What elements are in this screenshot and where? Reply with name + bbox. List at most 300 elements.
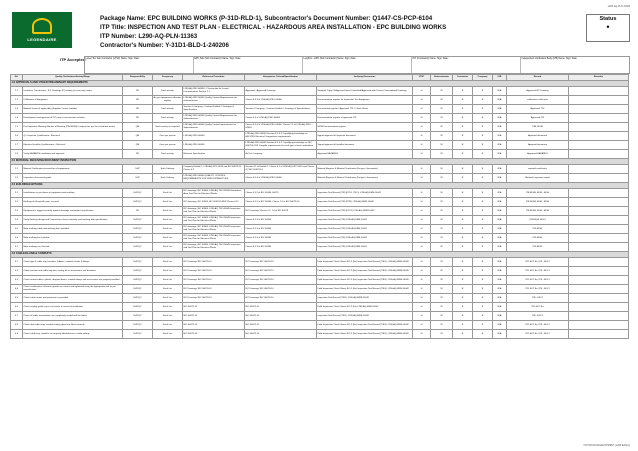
table-row bbox=[11, 198, 629, 207]
table-row bbox=[11, 330, 629, 339]
table-cell: 4.7 bbox=[11, 312, 23, 321]
table-cell: R bbox=[453, 96, 473, 105]
table-cell: Clause 5.5.2 of IEC 60364, 60079 bbox=[245, 189, 317, 198]
table-row bbox=[11, 141, 629, 150]
table-cell bbox=[569, 216, 629, 225]
table-cell: 1.6 bbox=[11, 132, 23, 141]
table-cell: N/A bbox=[493, 321, 507, 330]
table-cell: SUP/QC bbox=[123, 198, 153, 207]
table-cell bbox=[569, 330, 629, 339]
table-cell: W bbox=[431, 234, 453, 243]
table-cell: N/A bbox=[493, 198, 507, 207]
table-cell: Once per person bbox=[153, 141, 183, 150]
table-cell: W bbox=[431, 312, 453, 321]
table-cell: Section 4 Company - Contract Exhibit C Drawings & Specifications bbox=[183, 105, 245, 114]
table-cell: Approved IFC Drawing bbox=[507, 87, 569, 96]
table-cell: Each Delivery bbox=[153, 165, 183, 174]
table-cell: H bbox=[413, 234, 431, 243]
table-cell: Approved HAZARDS bbox=[317, 150, 413, 159]
table-cell: 1.8 bbox=[11, 150, 23, 159]
status-box bbox=[586, 14, 630, 42]
table-cell: R bbox=[473, 96, 493, 105]
table-cell: R bbox=[453, 165, 473, 174]
table-cell: R bbox=[473, 165, 493, 174]
company-logo bbox=[12, 12, 72, 48]
table-cell: PE bbox=[123, 105, 153, 114]
table-cell bbox=[569, 132, 629, 141]
table-cell: R bbox=[453, 321, 473, 330]
itp-accepted-label: ITP Accepted: bbox=[60, 57, 87, 62]
table-cell: W bbox=[431, 141, 453, 150]
table-cell: Once per person bbox=[153, 132, 183, 141]
table-cell: ITR: EC2 Ex, ITR - EFC1 bbox=[507, 276, 569, 285]
table-cell: SUP/QC bbox=[123, 330, 153, 339]
table-cell: QM bbox=[123, 132, 153, 141]
table-cell: IFC drawings, IEC 60364, IEC 60079-14/EN Clause 6.12 bbox=[183, 198, 245, 207]
table-cell: Verify HAZARDS installation and approval bbox=[23, 150, 123, 159]
table-cell: material certificates bbox=[507, 165, 569, 174]
section-title: 3.0 BUILDING/EARTHING bbox=[11, 183, 629, 189]
table-cell: 1.3 bbox=[11, 105, 23, 114]
table-cell: 1.7 bbox=[11, 141, 23, 150]
table-cell: Each Lot bbox=[153, 285, 183, 294]
table-cell: Each Lot bbox=[153, 294, 183, 303]
itp-number: ITP Number: L290-AQ-PLN-11363 bbox=[100, 33, 198, 40]
table-cell bbox=[569, 141, 629, 150]
table-cell: IFC Drawings/ IEC 60079-14 bbox=[245, 285, 317, 294]
table-cell: H bbox=[413, 294, 431, 303]
table-cell: Check certifications of barrier glands are correct and tightened using the appropriate tool as per manufacturer bbox=[23, 285, 123, 294]
table-cell: W bbox=[431, 267, 453, 276]
table-cell: SUP/QC bbox=[123, 285, 153, 294]
table-cell bbox=[569, 198, 629, 207]
table-cell: W bbox=[431, 174, 453, 183]
table-cell: R bbox=[453, 105, 473, 114]
table-cell: Equipment is tagged correctly against drawings and project specification bbox=[23, 207, 123, 216]
table-cell: W bbox=[431, 114, 453, 123]
table-cell: SUP/QC bbox=[123, 189, 153, 198]
table-cell: IFC Drawings/ IEC 60079-14 bbox=[183, 285, 245, 294]
table-cell: IFC drawings, IEC 60364, L290-AQ-TSC-00045 Inspection and Test Plan for Electrical Works bbox=[183, 207, 245, 216]
table-cell: L290-AQ-PRC-00060 Quality Control Requirements for subcontractors bbox=[183, 96, 245, 105]
table-cell: IFC drawings, IEC 60364, L290-AQ-TSC-00045 Inspection and Test Plan for Electrical Works bbox=[183, 243, 245, 252]
table-cell: R bbox=[453, 207, 473, 216]
table-cell: Stamped Copy Of Approved latest Controlled/Approved with Current Consolidated Drawings bbox=[317, 87, 413, 96]
table-cell: ITR: EC2 Ex, ITR - EFC1 bbox=[507, 330, 569, 339]
table-cell: W bbox=[431, 165, 453, 174]
table-cell: R bbox=[473, 285, 493, 294]
table-cell: Approved - Approved Drawings bbox=[245, 87, 317, 96]
table-row bbox=[11, 216, 629, 225]
table-cell: R bbox=[473, 234, 493, 243]
column-header: Verifying Documents bbox=[317, 75, 413, 81]
table-cell: Earthing of all metallic parts secured bbox=[23, 198, 123, 207]
table-cell: Each Lot bbox=[153, 267, 183, 276]
table-row bbox=[11, 114, 629, 123]
table-cell: IFC Drawings/ IEC 60079-14 bbox=[183, 267, 245, 276]
status-label: Status bbox=[599, 16, 617, 22]
table-cell bbox=[569, 258, 629, 267]
table-cell: ITR-EFSB, EFS1, EFS4 bbox=[507, 189, 569, 198]
table-cell: R bbox=[453, 303, 473, 312]
table-cell: Company Exhibit C, L290-AQ-SPC-0014 and IEC 60079-14 Clause 4.2 bbox=[183, 165, 245, 174]
table-cell: R bbox=[473, 132, 493, 141]
table-cell: ITR: EC2 Ex, ITR - EFC1 bbox=[507, 267, 569, 276]
table-cell: PE bbox=[123, 150, 153, 159]
table-cell: 4.4 bbox=[11, 285, 23, 294]
table-cell: Material Lease (if applicable) (Supplier Course module) bbox=[23, 105, 123, 114]
table-cell: W bbox=[431, 285, 453, 294]
table-cell: H bbox=[413, 207, 431, 216]
table-cell bbox=[569, 105, 629, 114]
column-header: Responsibility bbox=[123, 75, 153, 81]
table-cell: H bbox=[413, 141, 431, 150]
table-cell: IEC 60079-14 bbox=[245, 321, 317, 330]
table-cell: R bbox=[453, 189, 473, 198]
table-cell: calibration certificates bbox=[507, 96, 569, 105]
table-cell: SUP/QC bbox=[123, 258, 153, 267]
signoff-ivb: Independent Verification Body (IVB) Name: Sign: Date: bbox=[521, 57, 578, 60]
table-cell: Clause 4.8.3 of L290-AQ-PRC-00060 bbox=[245, 96, 317, 105]
column-header: LTSC bbox=[413, 75, 431, 81]
table-row bbox=[11, 294, 629, 303]
table-cell: Each Lot bbox=[153, 312, 183, 321]
table-cell: R bbox=[473, 207, 493, 216]
table-cell: Clause 5.5.3 of IEC 60364 bbox=[245, 216, 317, 225]
table-cell: IEC 60079-14 bbox=[245, 303, 317, 312]
table-cell: PE bbox=[123, 87, 153, 96]
table-cell: W bbox=[431, 198, 453, 207]
table-cell: Each Lot bbox=[153, 198, 183, 207]
itp-table bbox=[10, 74, 629, 339]
table-cell: IFC drawings, IEC 60364, L290-AQ-TSC-00045 Inspection and Test Plan for Electrical Works bbox=[183, 216, 245, 225]
table-cell: Each activity bbox=[153, 114, 183, 123]
table-cell: N/A bbox=[493, 303, 507, 312]
table-cell: H bbox=[413, 285, 431, 294]
table-cell: R bbox=[473, 189, 493, 198]
column-header: No. bbox=[11, 75, 23, 81]
signoff-contractor: INT (Contractor) Name: Sign: Date: bbox=[412, 57, 521, 73]
table-row bbox=[11, 87, 629, 96]
table-row bbox=[11, 321, 629, 330]
table-cell: 4.3 bbox=[11, 276, 23, 285]
table-cell: IFC drawings, IEC 60364, L290-AQ-TSC-00045 Inspection and Test Plan for Electrical Works bbox=[183, 234, 245, 243]
table-cell: IFC Drawings/ IEC 60079-14 bbox=[245, 258, 317, 267]
table-cell: R bbox=[473, 216, 493, 225]
table-cell: SUP/QC bbox=[123, 216, 153, 225]
table-cell: IFC Drawings/ IEC 60079-14 bbox=[183, 276, 245, 285]
column-header: Contractor bbox=[453, 75, 473, 81]
table-cell: Check junction and cable tray box, routing for ex instructions and deviation bbox=[23, 267, 123, 276]
table-cell: Pre-Inspection Meeting Minutes of Meeting (PIM MOM) if required as per the scheduled matrix bbox=[23, 123, 123, 132]
table-cell: R bbox=[473, 198, 493, 207]
table-cell: Material Register & Material Certificates (Ex type / documents) bbox=[317, 165, 413, 174]
table-cell: R bbox=[453, 141, 473, 150]
table-cell: Inspection Test Record (ITR) L290-AQ-FRM-10042 bbox=[317, 225, 413, 234]
table-cell: ITR-EFS4 bbox=[507, 234, 569, 243]
table-cell: SUP/QC bbox=[123, 243, 153, 252]
table-cell bbox=[569, 243, 629, 252]
table-cell: 3.4 bbox=[11, 216, 23, 225]
table-cell: As per equipment calibration register bbox=[153, 96, 183, 105]
table-cell: Approval document bbox=[507, 141, 569, 150]
table-cell: ITR: EC2 Ex bbox=[507, 303, 569, 312]
table-cell: 2.2 bbox=[11, 174, 23, 183]
table-cell: Main earthing bar installed bbox=[23, 234, 123, 243]
table-cell: W bbox=[431, 243, 453, 252]
table-cell: Relevant Specification bbox=[183, 150, 245, 159]
table-row bbox=[11, 234, 629, 243]
table-cell: Approved HAZARDS bbox=[507, 150, 569, 159]
table-cell: IEC 60079-14 bbox=[245, 312, 317, 321]
table-cell: R bbox=[453, 87, 473, 96]
table-cell: L290-AQ-PRC-00060 Quality Control Requirements for Subcontractors bbox=[183, 114, 245, 123]
table-row bbox=[11, 189, 629, 198]
table-cell: H bbox=[413, 105, 431, 114]
table-cell: R bbox=[473, 276, 493, 285]
logo-text: LEGENDAIRE bbox=[27, 37, 57, 42]
document-id: L290-AQ-PLN-11363 bbox=[607, 5, 630, 8]
column-header: Record bbox=[507, 75, 569, 81]
table-cell: ITR: EC2 Ex, ITR - EFC1 bbox=[507, 321, 569, 330]
table-cell: L290-AQ-PRC-00060 Section 4.5 & 4.7 qualifying knowledge as IEC 60079-14 EX CompEx requirements for each type of work undertaken bbox=[245, 141, 317, 150]
table-cell: R bbox=[453, 132, 473, 141]
table-cell bbox=[569, 96, 629, 105]
table-cell: IEC 60079-14 bbox=[183, 312, 245, 321]
table-cell: N/A bbox=[493, 216, 507, 225]
table-cell bbox=[569, 267, 629, 276]
table-cell: 3.2 bbox=[11, 198, 23, 207]
table-cell: N/A bbox=[493, 294, 507, 303]
table-cell: N/A bbox=[493, 165, 507, 174]
table-cell: Clause 4.4 of L290-AQ-PRC-00060 bbox=[245, 114, 317, 123]
table-cell: Inspection Test Record (ITR) (FTS1) L290-AQ-FRM-10042 bbox=[317, 207, 413, 216]
table-cell: H bbox=[413, 243, 431, 252]
package-title: Package Name: EPC BUILDING WORKS (P-31D-RLD-1), Subcontractor's Document Number: Q1447-CS-PCP-6104 bbox=[100, 15, 433, 22]
table-cell: IEC 60079-14 bbox=[183, 303, 245, 312]
table-cell: ITR-EFS4 bbox=[507, 225, 569, 234]
table-row bbox=[11, 150, 629, 159]
table-cell: N/A bbox=[493, 234, 507, 243]
table-cell: R bbox=[453, 285, 473, 294]
table-cell: Field Inspection Check Sheet: EC-2 (Ex) Inspection Test Record (ITR-1) L290-AQ-FRM-10042 bbox=[317, 321, 413, 330]
table-cell: Documentation register of approved ITP bbox=[317, 114, 413, 123]
table-cell: Installations as per above of equipment and earthing bbox=[23, 189, 123, 198]
table-cell: Material Certificates received for all equipments bbox=[23, 165, 123, 174]
table-cell: 3.1 bbox=[11, 189, 23, 198]
table-cell bbox=[569, 276, 629, 285]
table-cell: Check that cable entry conduit sealing gland are fitted correctly bbox=[23, 321, 123, 330]
table-cell: ITR: EC2 Ex, ITR - EFC1 bbox=[507, 285, 569, 294]
logo-mark-icon bbox=[32, 18, 52, 34]
table-cell: Documentation register for Inspection Test Equipment bbox=[317, 96, 413, 105]
table-cell: Inspection of received goods bbox=[23, 174, 123, 183]
table-cell: N/A bbox=[493, 114, 507, 123]
table-cell: Check type & cable tray, brackets, ladders, conduits hooks & fittings bbox=[23, 258, 123, 267]
table-cell: ITR - EFC1 bbox=[507, 294, 569, 303]
table-cell: ITR-EFS4, EFS1 bbox=[507, 216, 569, 225]
table-cell: Clause 4.5.4 of L290-AQ-PRC-00060 bbox=[245, 174, 317, 183]
table-cell: R bbox=[453, 330, 473, 339]
table-cell: W bbox=[431, 132, 453, 141]
table-cell: W bbox=[431, 321, 453, 330]
table-cell: N/A bbox=[493, 141, 507, 150]
table-cell: L290-AQ-PRC-00060 Quality Control requirements for Subcontractors bbox=[183, 123, 245, 132]
table-row bbox=[11, 123, 629, 132]
table-cell: H bbox=[413, 303, 431, 312]
table-cell: N/A bbox=[493, 276, 507, 285]
table-cell: Signed approval of Installer document bbox=[317, 141, 413, 150]
table-cell: R bbox=[473, 87, 493, 96]
table-cell: R bbox=[473, 105, 493, 114]
table-cell: R bbox=[453, 294, 473, 303]
table-cell: Check cable routes and protection is provided bbox=[23, 294, 123, 303]
table-cell: R bbox=[453, 225, 473, 234]
table-cell: N/A bbox=[493, 96, 507, 105]
column-header: Quality Verification Activity/Stage bbox=[23, 75, 123, 81]
table-cell: 4.1 bbox=[11, 258, 23, 267]
table-cell: Each Lot bbox=[153, 189, 183, 198]
table-cell: IFC Drawings/ IEC 60079-14 bbox=[245, 294, 317, 303]
section-title: 1.0 APPROVALS AND OTHER PRELIMINARY REQUIREMENTS bbox=[11, 81, 629, 87]
table-cell: H bbox=[413, 321, 431, 330]
table-cell: Inspection Test Record (ITR-1) L290-AQ-FRM-10042 bbox=[317, 312, 413, 321]
table-cell: Approved ITP bbox=[507, 114, 569, 123]
table-cell: IEC 60079-14 bbox=[245, 330, 317, 339]
table-cell: Clause 5.5.3 of IEC 60364 bbox=[245, 234, 317, 243]
table-cell: Each Lot bbox=[153, 234, 183, 243]
table-cell: QM bbox=[123, 141, 153, 150]
table-cell: R bbox=[473, 258, 493, 267]
table-cell: QM bbox=[123, 123, 153, 132]
table-row bbox=[11, 174, 629, 183]
table-cell: H bbox=[413, 174, 431, 183]
table-cell: Check all cable terminations are completely sealed and the labels bbox=[23, 312, 123, 321]
table-cell: Each Lot bbox=[153, 216, 183, 225]
table-cell bbox=[569, 312, 629, 321]
table-cell: R bbox=[473, 321, 493, 330]
table-cell: R bbox=[473, 312, 493, 321]
table-cell: N/A bbox=[493, 174, 507, 183]
table-cell: W bbox=[431, 189, 453, 198]
table-cell: R bbox=[473, 123, 493, 132]
table-cell: Each Lot bbox=[153, 330, 183, 339]
table-cell: 4.6 bbox=[11, 303, 23, 312]
table-cell: Development and approval of ITP prior to construction activities bbox=[23, 114, 123, 123]
table-cell: L290-AQ-PRC-00060 QUALITY CONTROL REQUIREMENTS FOR SUBCONTRACTORS bbox=[183, 174, 245, 183]
table-cell: W bbox=[431, 105, 453, 114]
table-cell: 3.5 bbox=[11, 225, 23, 234]
table-cell bbox=[569, 321, 629, 330]
table-cell: R bbox=[473, 114, 493, 123]
table-cell: H bbox=[413, 258, 431, 267]
table-row bbox=[11, 312, 629, 321]
table-cell: Signed approval of Inspector document bbox=[317, 132, 413, 141]
table-cell: IFC Drawings/ Clause 5.2, 7.4 of IEC 60079 bbox=[245, 207, 317, 216]
table-cell: SUP/QC bbox=[123, 225, 153, 234]
table-cell: N/A bbox=[493, 267, 507, 276]
table-cell: R bbox=[453, 114, 473, 123]
table-cell: Approval document bbox=[507, 132, 569, 141]
table-cell: SUP/QC bbox=[123, 321, 153, 330]
table-cell: Section 4.1 of Exhibit C, Clause 4.2 of L290-AQ-SPC-0014 and Clause 4.2 IEC 60079-14 bbox=[245, 165, 317, 174]
table-cell: H bbox=[413, 198, 431, 207]
table-cell: 4.9 bbox=[11, 330, 23, 339]
table-cell: W bbox=[431, 303, 453, 312]
table-cell: L290-AQ-PRC-00060 bbox=[183, 141, 245, 150]
table-row bbox=[11, 165, 629, 174]
table-cell: H bbox=[413, 189, 431, 198]
table-cell: IFC Drawings/ IEC 60079-14 bbox=[245, 267, 317, 276]
table-cell: R bbox=[453, 216, 473, 225]
table-row bbox=[11, 96, 629, 105]
table-cell: N/A bbox=[493, 312, 507, 321]
table-cell bbox=[569, 189, 629, 198]
section-title: 2.0 MATERIAL RECEIVING/DOCUMENT INSPECTION bbox=[11, 159, 629, 165]
table-cell: Clause 5.5.2 of IEC 60364, Clause 7.6 of IEC 60079-14 bbox=[245, 198, 317, 207]
table-cell bbox=[569, 207, 629, 216]
table-cell: As Per Company bbox=[245, 150, 317, 159]
table-row bbox=[11, 285, 629, 294]
table-cell: Verify Earthing design and Connections show continuity and earthing disk specification bbox=[23, 216, 123, 225]
table-cell: R bbox=[453, 267, 473, 276]
table-cell: 3.3 bbox=[11, 207, 23, 216]
table-cell: R bbox=[473, 174, 493, 183]
table-cell: R bbox=[473, 303, 493, 312]
table-cell: Check cable tray, conduits are properly labeled prior to cable pulling bbox=[23, 330, 123, 339]
table-cell bbox=[569, 150, 629, 159]
table-cell: L290-AQ-PRC-00060 Section 4.5 & 4.7 qualifying knowledge as HECZ/EX Electrical Competence requirements bbox=[245, 132, 317, 141]
table-cell: Section 4 Company - Contract Exhibit C Drawings & Specifications bbox=[245, 105, 317, 114]
table-cell: W bbox=[431, 294, 453, 303]
table-cell: MOM Documentation register bbox=[317, 123, 413, 132]
table-cell: N/A bbox=[493, 330, 507, 339]
table-cell: SUP/QC bbox=[123, 294, 153, 303]
table-cell: Approved TTF bbox=[507, 105, 569, 114]
table-cell: Each Delivery bbox=[153, 174, 183, 183]
table-cell: H bbox=[413, 267, 431, 276]
table-cell: ITR - EFC1 bbox=[507, 312, 569, 321]
table-cell: Field Inspection Check Sheet: EC-2 (Ex) L290-AQ-FRM-10042 bbox=[317, 303, 413, 312]
table-cell: Each activity bbox=[153, 105, 183, 114]
table-cell: W bbox=[431, 87, 453, 96]
table-cell: Each Lot bbox=[153, 207, 183, 216]
table-cell: R bbox=[473, 294, 493, 303]
table-cell: H bbox=[413, 96, 431, 105]
table-cell: N/A bbox=[493, 150, 507, 159]
table-cell: Calibration of Equipment bbox=[23, 96, 123, 105]
table-cell: PE bbox=[123, 114, 153, 123]
table-cell: Each Lot bbox=[153, 243, 183, 252]
section-title: 4.0 CABLE/GLAND & CONDUITS bbox=[11, 252, 629, 258]
table-cell: W bbox=[431, 123, 453, 132]
table-cell: W bbox=[431, 276, 453, 285]
table-row bbox=[11, 207, 629, 216]
table-cell: IFC Drawings/ IEC 60079-14 bbox=[183, 258, 245, 267]
table-cell: SUP bbox=[123, 174, 153, 183]
table-cell: PE bbox=[123, 96, 153, 105]
table-cell: W bbox=[431, 150, 453, 159]
contractor-number: Contractor's Number: Y-31D1-BLD-1-240206 bbox=[100, 42, 229, 49]
table-cell: Inspection Test Record (ITR-1) L290-AQ-FRM-10042 bbox=[317, 294, 413, 303]
column-header: IVB bbox=[493, 75, 507, 81]
table-cell: Clause 4.5.4 of L290-AQ-PRC-00060, Clause 7.1 of L290-AQ-PRC-00063 bbox=[245, 123, 317, 132]
table-cell: R bbox=[453, 150, 473, 159]
table-cell: R bbox=[453, 312, 473, 321]
table-cell bbox=[569, 285, 629, 294]
table-cell: R bbox=[453, 276, 473, 285]
table-cell: Clause 5.5.3 of IEC 60364 bbox=[245, 243, 317, 252]
